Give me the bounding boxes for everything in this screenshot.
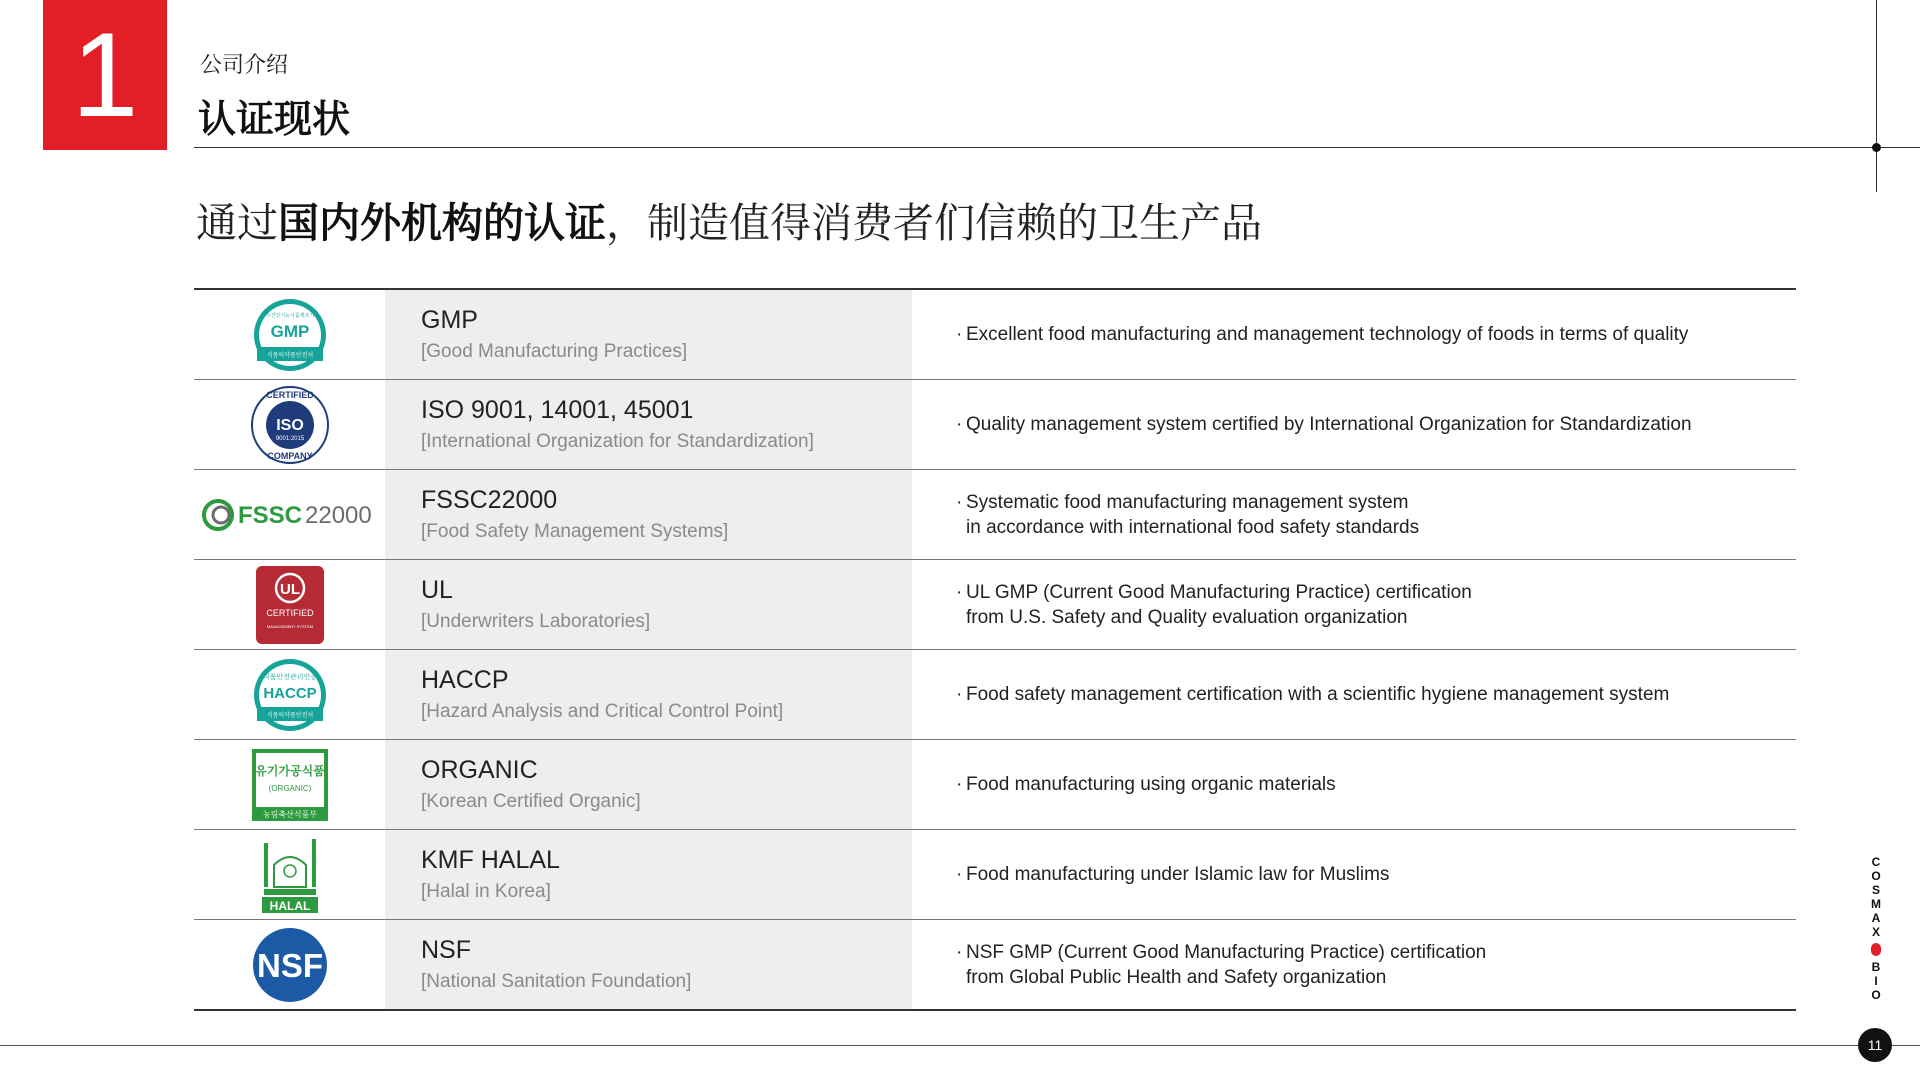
brand-letter: I — [1874, 974, 1878, 988]
cert-full-name: [Good Manufacturing Practices] — [421, 340, 688, 362]
cert-name-cell — [385, 650, 912, 739]
description-line: · Food manufacturing using organic materials — [956, 772, 1796, 797]
description-line: · NSF GMP (Current Good Manufacturing Practice) certification — [956, 940, 1796, 965]
headline-prefix: 通过 — [196, 199, 278, 247]
cert-description — [912, 920, 1796, 1009]
brand-letter: A — [1871, 911, 1881, 925]
table-row — [194, 739, 1796, 829]
organic-logo-icon — [252, 749, 328, 821]
gmp-logo-icon — [252, 297, 328, 373]
description-line: · Quality management system certified by International Organization for Standardization — [956, 412, 1796, 437]
cert-full-name: [International Organization for Standardization] — [421, 430, 814, 452]
organic-logo-bottom: 농림축산식품부 — [262, 809, 317, 819]
iso-logo-cell — [194, 380, 385, 469]
fssc-logo-cell — [194, 470, 385, 559]
cert-full-name: [Halal in Korea] — [421, 880, 551, 902]
table-row — [194, 379, 1796, 469]
cert-name-cell — [385, 830, 912, 919]
iso-logo-top: CERTIFIED — [265, 389, 314, 400]
headline-suffix: ，制造值得消费者们信赖的卫生产品 — [606, 199, 1262, 247]
cert-name: FSSC22000 — [421, 485, 558, 514]
description-line: · Systematic food manufacturing management system — [956, 490, 1796, 515]
cert-name-cell — [385, 470, 912, 559]
section-number: 1 — [71, 8, 139, 142]
description-line: from Global Public Health and Safety organization — [966, 966, 1387, 988]
cert-description — [912, 470, 1796, 559]
haccp-logo-bottom: 식품의약품안전처 — [266, 711, 313, 719]
certification-table — [194, 288, 1796, 1011]
iso-logo-bottom: COMPANY — [266, 450, 313, 461]
cert-name-cell — [385, 740, 912, 829]
ul-logo-bottom: MANAGEMENT SYSTEM — [266, 623, 313, 629]
halal-logo-cell — [194, 830, 385, 919]
header-divider — [194, 147, 1920, 148]
cert-full-name: [Food Safety Management Systems] — [421, 520, 729, 542]
description-line: · UL GMP (Current Good Manufacturing Practice) certification — [956, 580, 1796, 605]
page-number-badge — [1858, 1028, 1892, 1062]
cert-description — [912, 830, 1796, 919]
nsf-logo-cell — [194, 920, 385, 1009]
section-subtitle: 公司介绍 — [200, 53, 289, 78]
organic-logo-cell — [194, 740, 385, 829]
ul-logo-icon — [256, 566, 324, 644]
cert-full-name: [Underwriters Laboratories] — [421, 610, 651, 632]
brand-letter: X — [1871, 925, 1880, 939]
footer-divider — [0, 1045, 1920, 1046]
gmp-logo-cell — [194, 290, 385, 379]
cert-name: NSF — [421, 935, 471, 964]
right-vertical-line — [1876, 0, 1877, 192]
description-line: · Excellent food manufacturing and management technology of foods in terms of quality — [956, 322, 1796, 347]
fssc-logo-text: FSSC — [237, 501, 302, 529]
iso-logo-sub: 9001:2015 — [275, 435, 304, 442]
description-line: · Food safety management certification with a scientific hygiene management system — [956, 682, 1796, 707]
brand-letter: B — [1871, 960, 1881, 974]
cert-description — [912, 290, 1796, 379]
description-line: in accordance with international food safety standards — [966, 516, 1420, 538]
ul-logo-text: UL — [279, 580, 300, 598]
headline — [196, 190, 1262, 249]
iso-logo-icon — [250, 385, 330, 465]
halal-logo-icon — [262, 837, 318, 913]
brand-letter: C — [1871, 855, 1881, 869]
cert-description — [912, 650, 1796, 739]
headline-bold: 国内外机构的认证 — [278, 199, 606, 247]
cert-name-cell — [385, 380, 912, 469]
table-row — [194, 919, 1796, 1009]
table-row — [194, 559, 1796, 649]
line-intersection-dot — [1872, 143, 1881, 152]
cert-description — [912, 380, 1796, 469]
brand-letter: S — [1871, 883, 1880, 897]
table-row — [194, 829, 1796, 919]
brand-letter: O — [1871, 869, 1881, 883]
haccp-logo-text: HACCP — [262, 684, 317, 702]
cert-name: ORGANIC — [421, 755, 538, 784]
cert-name-cell — [385, 920, 912, 1009]
gmp-logo-text: GMP — [270, 321, 309, 341]
haccp-logo-cell — [194, 650, 385, 739]
fssc-logo-icon — [202, 495, 378, 535]
organic-logo-text: 유기가공식품 — [254, 763, 325, 778]
organic-logo-sub: (ORGANIC) — [268, 783, 311, 793]
cert-name: GMP — [421, 305, 478, 334]
brand-letter: M — [1871, 897, 1881, 911]
cert-full-name: [Hazard Analysis and Critical Control Point] — [421, 700, 784, 722]
cert-name-cell — [385, 560, 912, 649]
gmp-logo-bottom: 식품의약품안전처 — [266, 351, 313, 359]
table-row — [194, 649, 1796, 739]
haccp-logo-top: 식품안전관리인증 — [262, 672, 317, 681]
gmp-logo-top: 우수건강기능식품제조기준 — [260, 312, 319, 319]
cert-description — [912, 560, 1796, 649]
cert-name-cell — [385, 290, 912, 379]
haccp-logo-icon — [252, 657, 328, 733]
cert-name: KMF HALAL — [421, 845, 560, 874]
iso-logo-text: ISO — [275, 416, 304, 434]
cert-full-name: [National Sanitation Foundation] — [421, 970, 692, 992]
nsf-logo-text: NSF — [256, 946, 323, 984]
cert-description — [912, 740, 1796, 829]
fssc-logo-num: 22000 — [304, 501, 372, 529]
section-number-box — [43, 0, 167, 150]
page-title: 认证现状 — [198, 97, 351, 141]
cert-name: ISO 9001, 14001, 45001 — [421, 395, 694, 424]
cert-name: UL — [421, 575, 453, 604]
table-row — [194, 469, 1796, 559]
description-line: · Food manufacturing under Islamic law for Muslims — [956, 862, 1796, 887]
ul-logo-sub: CERTIFIED — [265, 607, 314, 618]
nsf-logo-icon — [252, 927, 328, 1003]
halal-logo-text: HALAL — [269, 898, 310, 913]
cert-name: HACCP — [421, 665, 509, 694]
brand-vertical-logo — [1866, 855, 1886, 1002]
brand-letter: O — [1871, 988, 1881, 1002]
ul-logo-cell — [194, 560, 385, 649]
page-number: 11 — [1867, 1037, 1883, 1053]
brand-dot-icon — [1871, 943, 1881, 956]
cert-full-name: [Korean Certified Organic] — [421, 790, 641, 812]
description-line: from U.S. Safety and Quality evaluation organization — [966, 606, 1408, 628]
table-row — [194, 290, 1796, 379]
